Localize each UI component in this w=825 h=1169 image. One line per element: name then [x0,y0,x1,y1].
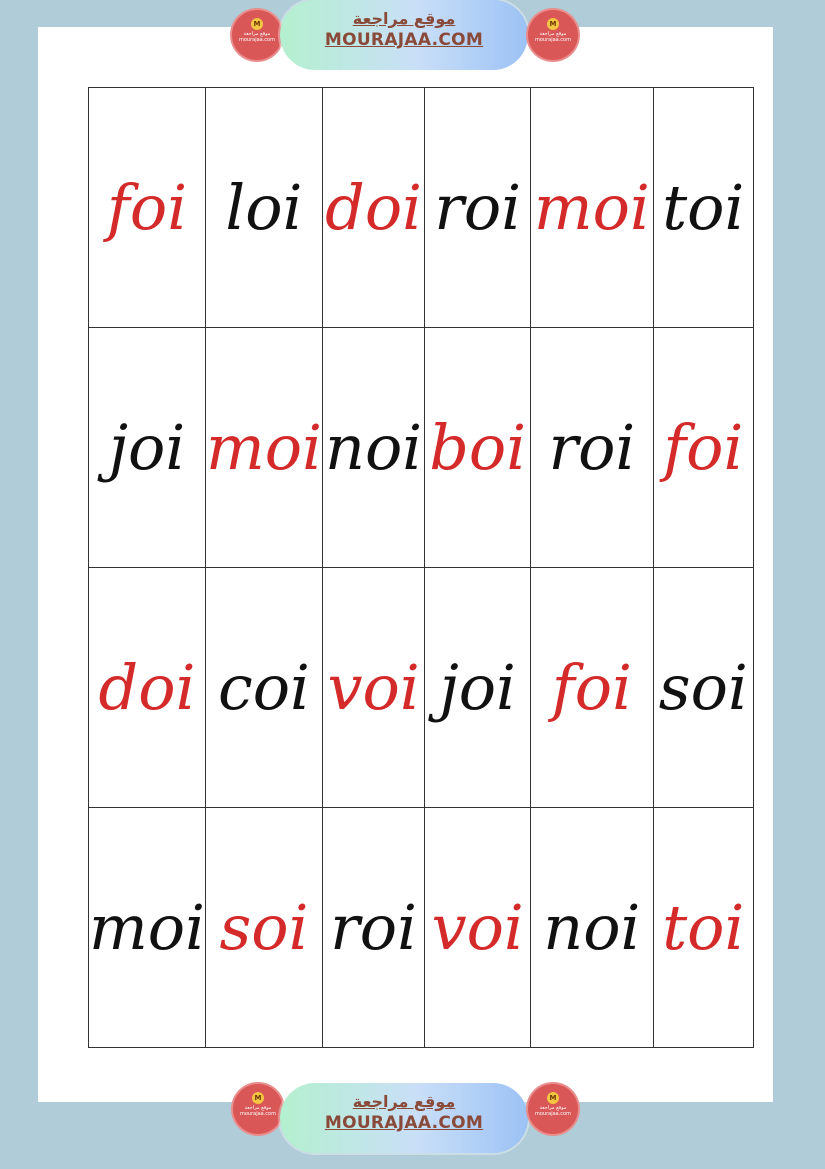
badge-site-label: mourajaa.com [534,1111,571,1117]
badge-site-label: mourajaa.com [238,37,275,43]
syllable-cell: doi [322,88,424,328]
syllable-cell: coi [205,568,322,808]
grid-row [89,88,754,328]
grid-row [89,328,754,568]
syllable-cell: soi [653,568,753,808]
syllable-cell: foi [531,568,653,808]
logo-badge-bottom-right [528,1084,578,1134]
syllable-cell: voi [322,568,424,808]
grid-row [89,808,754,1048]
syllable-cell: roi [425,88,531,328]
footer-banner[interactable] [280,1083,528,1153]
logo-icon: M [251,18,263,30]
syllable-cell: roi [322,808,424,1048]
grid-row [89,568,754,808]
footer-arabic-title: موقع مراجعة [352,1092,456,1111]
syllable-cell: toi [653,88,753,328]
syllable-cell: loi [205,88,322,328]
badge-arabic-label: موقع مراجعة [243,31,271,37]
syllable-cell: foi [653,328,753,568]
syllable-cell: foi [89,88,206,328]
badge-site-label: mourajaa.com [534,37,571,43]
syllable-cell: roi [531,328,653,568]
logo-icon: M [252,1092,264,1104]
syllable-cell: noi [322,328,424,568]
syllable-cell: toi [653,808,753,1048]
syllable-cell: soi [205,808,322,1048]
syllable-cell: moi [205,328,322,568]
syllable-cell: joi [89,328,206,568]
logo-badge-top-right [528,10,578,60]
syllable-cell: doi [89,568,206,808]
badge-arabic-label: موقع مراجعة [539,31,567,37]
header-banner[interactable] [280,0,528,70]
syllable-cell: boi [425,328,531,568]
header-arabic-title: موقع مراجعة [352,9,456,28]
syllable-cell: moi [531,88,653,328]
logo-badge-top-left [232,10,282,60]
logo-icon: M [547,18,559,30]
badge-arabic-label: موقع مراجعة [244,1105,272,1111]
syllable-grid [88,87,754,1048]
syllable-cell: voi [425,808,531,1048]
logo-badge-bottom-left [233,1084,283,1134]
syllable-cell: joi [425,568,531,808]
syllable-cell: noi [531,808,653,1048]
logo-icon: M [547,1092,559,1104]
footer-site-link[interactable]: MOURAJAA.COM [324,1113,484,1133]
header-site-link[interactable]: MOURAJAA.COM [324,30,484,50]
badge-site-label: mourajaa.com [239,1111,276,1117]
badge-arabic-label: موقع مراجعة [539,1105,567,1111]
syllable-cell: moi [89,808,206,1048]
